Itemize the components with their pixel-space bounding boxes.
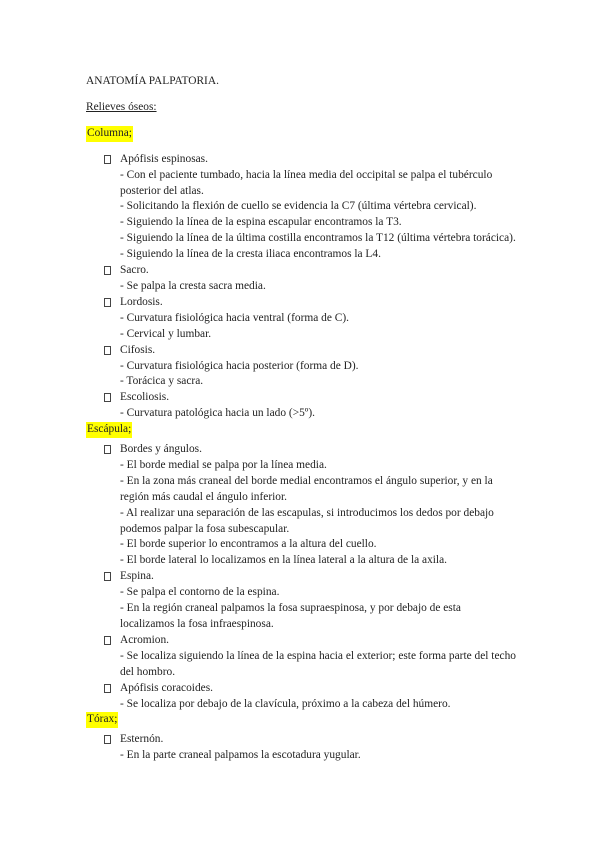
list-item [86, 681, 516, 713]
section-escapula [86, 422, 516, 712]
escapula-items [86, 442, 516, 712]
item-detail: - En la parte craneal palpamos la escotadura yugular. [120, 749, 361, 762]
list-item [86, 442, 516, 569]
square-bullet-icon [104, 298, 111, 307]
subtitle-relieves-oseos: Relieves óseos: [86, 100, 157, 113]
item-detail: - El borde medial se palpa por la línea media. [120, 458, 327, 471]
item-label: Espina. [120, 570, 154, 583]
square-bullet-icon [104, 445, 111, 454]
item-detail: - En la región craneal palpamos la fosa supraespinosa, y por debajo de esta localizamos la fosa infraespinosa. [120, 602, 461, 630]
square-bullet-icon [104, 393, 111, 402]
section-heading-escapula: Escápula; [86, 422, 132, 438]
square-bullet-icon [104, 636, 111, 645]
section-heading-torax: Tórax; [86, 712, 118, 728]
columna-items [86, 152, 516, 422]
item-detail: - Al realizar una separación de las escapulas, si introducimos los dedos por debajo podemos palpar la fosa subescapular. [120, 506, 494, 535]
list-item [86, 390, 516, 422]
list-item [86, 343, 516, 391]
item-detail: - Curvatura fisiológica hacia posterior (forma de D). [120, 359, 359, 372]
item-label: Lordosis. [120, 295, 163, 308]
item-label: Apófisis espinosas. [120, 152, 208, 165]
document-page [86, 74, 516, 764]
item-detail: - El borde lateral lo localizamos en la línea lateral a la altura de la axila. [120, 554, 448, 567]
list-item [86, 569, 516, 633]
square-bullet-icon [104, 735, 111, 744]
list-item [86, 732, 516, 764]
square-bullet-icon [104, 684, 111, 693]
square-bullet-icon [104, 155, 111, 164]
item-detail: - Se localiza por debajo de la clavícula, próximo a la cabeza del húmero. [120, 697, 451, 710]
item-label: Cifosis. [120, 343, 156, 356]
list-item [86, 295, 516, 343]
torax-items [86, 732, 516, 764]
item-label: Sacro. [120, 264, 149, 277]
section-heading-columna: Columna; [86, 126, 133, 142]
list-item [86, 633, 516, 681]
item-label: Acromion. [120, 633, 170, 646]
item-detail: - Se palpa la cresta sacra media. [120, 279, 266, 292]
square-bullet-icon [104, 346, 111, 355]
item-detail: - Con el paciente tumbado, hacia la línea media del occipital se palpa el tubérculo posterior del atlas. [120, 168, 493, 197]
section-columna [86, 126, 516, 422]
item-detail: - Se palpa el contorno de la espina. [120, 586, 280, 599]
item-label: Escoliosis. [120, 391, 170, 404]
item-label: Bordes y ángulos. [120, 443, 202, 456]
item-detail: - Curvatura fisiológica hacia ventral (forma de C). [120, 311, 349, 324]
section-torax [86, 712, 516, 764]
item-detail: - Cervical y lumbar. [120, 327, 212, 340]
item-detail: - Torácica y sacra. [120, 375, 204, 388]
item-detail: - Siguiendo la línea de la espina escapular encontramos la T3. [120, 216, 402, 229]
document-title: ANATOMÍA PALPATORIA. [86, 75, 219, 87]
list-item [86, 263, 516, 295]
square-bullet-icon [104, 572, 111, 581]
item-detail: - En la zona más craneal del borde medial encontramos el ángulo superior, y en la región más caudal el ángulo inferior. [120, 474, 493, 503]
item-detail: - El borde superior lo encontramos a la altura del cuello. [120, 538, 377, 551]
item-label: Esternón. [120, 733, 164, 746]
item-detail: - Siguiendo la línea de la última costilla encontramos la T12 (última vértebra torácica). [120, 232, 516, 245]
square-bullet-icon [104, 266, 111, 275]
item-detail: - Curvatura patológica hacia un lado (>5º). [120, 407, 315, 420]
list-item [86, 152, 516, 263]
item-label: Apófisis coracoides. [120, 681, 213, 694]
item-detail: - Solicitando la flexión de cuello se evidencia la C7 (última vértebra cervical). [120, 200, 477, 213]
item-detail: - Siguiendo la línea de la cresta iliaca encontramos la L4. [120, 248, 381, 261]
item-detail: - Se localiza siguiendo la línea de la espina hacia el exterior; este forma parte del techo del hombro. [120, 649, 516, 678]
